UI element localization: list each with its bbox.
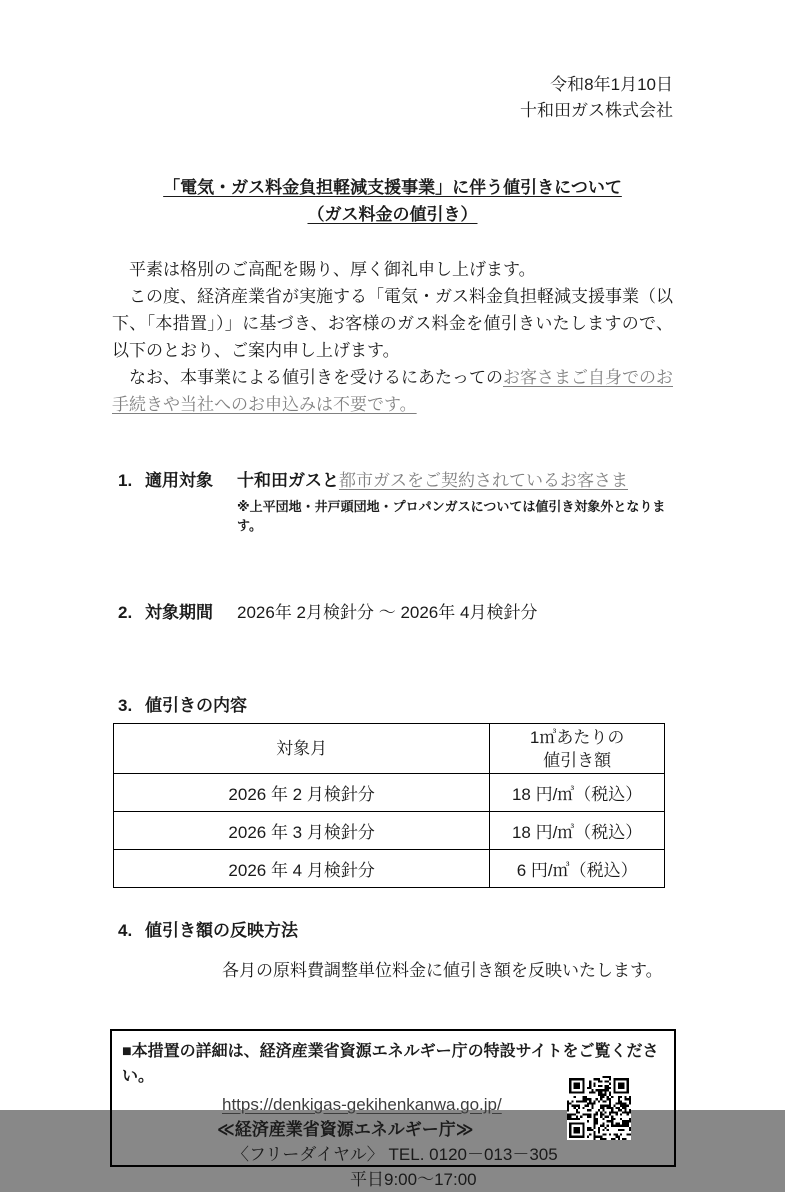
section-2-period-value: 2026年 2月検針分 ～ 2026年 4月検針分 — [237, 603, 538, 622]
table-cell-month: 2026 年 4 月検針分 — [114, 850, 490, 888]
section-3-label: 値引きの内容 — [145, 696, 247, 715]
section-1-number: 1. — [118, 471, 133, 490]
section-4-body: 各月の原料費調整単位料金に値引き額を反映いたします。 — [222, 961, 663, 980]
table-header-amount — [490, 724, 665, 774]
section-1-exclusion-note: ※上平団地・井戸頭団地・プロパンガスについては値引き対象外となります。 — [237, 499, 666, 533]
body-paragraphs — [112, 256, 673, 418]
section-discount-details — [112, 693, 673, 718]
special-site-link[interactable]: https://denkigas-gekihenkanwa.go.jp/ — [222, 1095, 502, 1114]
title-line-2: （ガス料金の値引き） — [307, 205, 478, 224]
business-hours: 平日9:00～17:00 — [350, 1170, 477, 1189]
title-line-1: 「電気・ガス料金負担軽減支援事業」に伴う値引きについて — [163, 178, 622, 197]
table-cell-amount: 6 円/㎥（税込） — [490, 850, 665, 888]
freedial-phone: 〈フリーダイヤル〉 TEL. 0120－013－305 — [232, 1145, 558, 1164]
table-header-amount-line2: 値引き額 — [543, 750, 612, 770]
section-3-number: 3. — [118, 696, 133, 715]
company-name: 十和田ガス株式会社 — [520, 101, 673, 120]
section-1-value-customers: 都市ガスをご契約されているお客さま — [339, 471, 628, 490]
no-application-paragraph — [112, 364, 673, 418]
table-header-row — [114, 724, 665, 774]
document-date: 令和8年1月10日 — [550, 75, 673, 94]
table-row — [114, 850, 665, 888]
section-target-period — [112, 600, 673, 625]
qr-code-icon — [567, 1076, 631, 1140]
table-cell-amount: 18 円/㎥（税込） — [490, 774, 665, 812]
section-2-number: 2. — [118, 603, 133, 622]
no-application-highlight: お客さまご自身でのお手続きや当社へのお申込みは不要です。 — [112, 368, 673, 414]
table-header-amount-line1: 1㎥あたりの — [529, 727, 625, 747]
info-box — [110, 1029, 676, 1189]
table-row — [114, 774, 665, 812]
table-cell-month: 2026 年 2 月検針分 — [114, 774, 490, 812]
info-box-heading: ■本措置の詳細は、経済産業省資源エネルギー庁の特設サイトをご覧ください。 — [122, 1043, 659, 1085]
section-4-number: 4. — [118, 921, 133, 940]
section-applicable-customers — [112, 468, 673, 493]
document-header — [112, 0, 673, 124]
section-2-label: 対象期間 — [145, 603, 213, 622]
table-header-month: 対象月 — [114, 724, 490, 774]
intro-paragraph: この度、経済産業省が実施する「電気・ガス料金負担軽減支援事業（以下、「本措置」）」に基づき、お客様のガス料金を値引きいたしますので、以下のとおり、ご案内申し上げます。 — [112, 287, 673, 360]
agency-name: ≪経済産業省資源エネルギー庁≫ — [217, 1120, 474, 1139]
greeting-paragraph: 平素は格別のご高配を賜り、厚く御礼申し上げます。 — [129, 260, 536, 279]
section-1-label: 適用対象 — [145, 471, 213, 490]
table-cell-month: 2026 年 3 月検針分 — [114, 812, 490, 850]
section-4-label: 値引き額の反映方法 — [145, 921, 298, 940]
section-reflection-method — [112, 918, 673, 943]
no-application-prefix: なお、本事業による値引きを受けるにあたっての — [129, 368, 503, 387]
table-row — [114, 812, 665, 850]
discount-table — [113, 723, 665, 888]
table-cell-amount: 18 円/㎥（税込） — [490, 812, 665, 850]
section-1-value-company: 十和田ガスと — [237, 471, 339, 490]
document-title — [112, 174, 673, 228]
